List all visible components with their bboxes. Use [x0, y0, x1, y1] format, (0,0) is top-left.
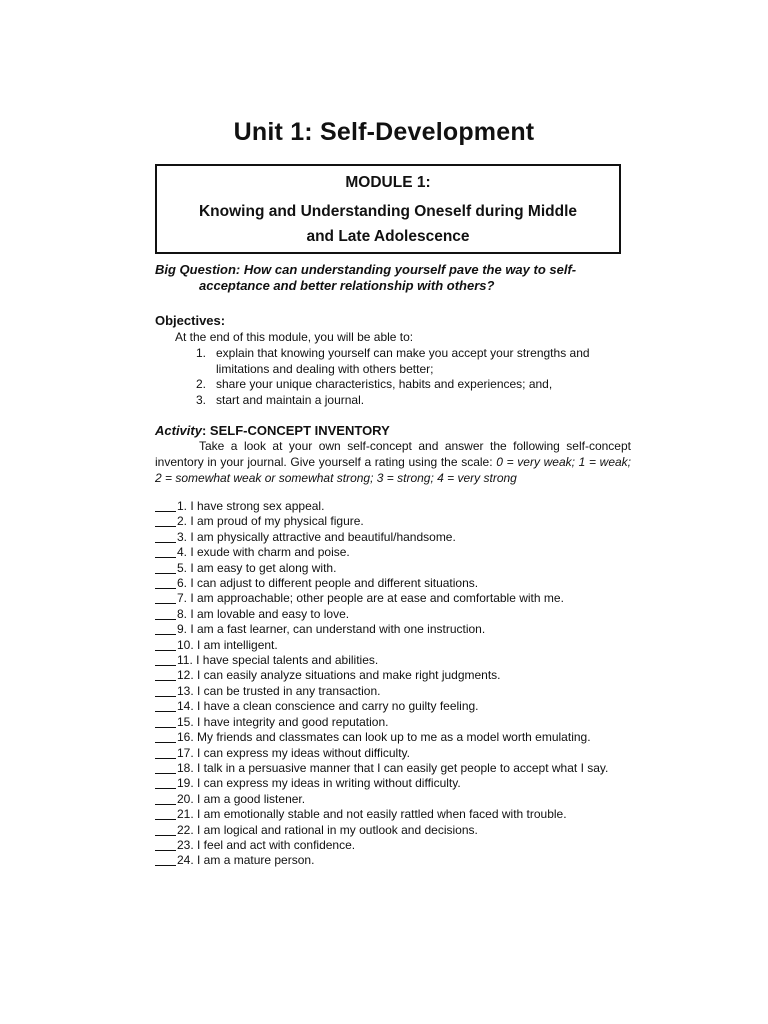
inventory-item	[155, 746, 625, 761]
inventory-statement: 14. I have a clean conscience and carry no guilty feeling.	[177, 699, 479, 714]
inventory-item	[155, 776, 625, 791]
inventory-item	[155, 561, 625, 576]
rating-blank	[155, 838, 176, 851]
objective-item	[196, 377, 636, 393]
inventory-statement: 22. I am logical and rational in my outlook and decisions.	[177, 822, 478, 837]
inventory-list	[155, 499, 625, 869]
objective-text: start and maintain a journal.	[216, 392, 365, 407]
inventory-item	[155, 653, 625, 668]
inventory-item	[155, 514, 625, 529]
big-question-line2: acceptance and better relationship with others?	[199, 278, 495, 293]
inventory-item	[155, 853, 625, 868]
inventory-statement: 7. I am approachable; other people are at ease and comfortable with me.	[177, 591, 564, 606]
module-title: Knowing and Understanding Oneself during Middle and Late Adolescence	[198, 203, 578, 245]
inventory-statement: 5. I am easy to get along with.	[177, 560, 337, 575]
module-label: MODULE 1:	[345, 174, 431, 191]
rating-blank	[155, 622, 176, 635]
objective-text: explain that knowing yourself can make you accept your strengths and limitations and dealing with others better;	[216, 346, 590, 376]
inventory-statement: 23. I feel and act with confidence.	[177, 837, 356, 852]
rating-scale: 0 = very weak; 1 = weak; 2 = somewhat weak or somewhat strong; 3 = strong; 4 = very strong	[155, 455, 632, 485]
rating-blank	[155, 499, 176, 512]
inventory-item	[155, 823, 625, 838]
activity-body: Take a look at your own self-concept and answer the following self-concept inventory in your journal. Give yourself a rating using the scale:	[155, 439, 631, 469]
objective-text: share your unique characteristics, habits and experiences; and,	[216, 377, 553, 391]
rating-blank	[155, 653, 176, 666]
inventory-item	[155, 591, 625, 606]
rating-blank	[155, 561, 176, 574]
inventory-statement: 20. I am a good listener.	[177, 791, 306, 806]
rating-blank	[155, 591, 176, 604]
inventory-item	[155, 730, 625, 745]
rating-blank	[155, 807, 176, 820]
rating-blank	[155, 607, 176, 620]
objective-number: 2.	[196, 377, 207, 391]
rating-blank	[155, 530, 176, 543]
objective-item	[196, 346, 636, 377]
rating-blank	[155, 699, 176, 712]
big-question	[155, 262, 635, 294]
inventory-statement: 21. I am emotionally stable and not easily rattled when faced with trouble.	[177, 807, 567, 822]
inventory-statement: 17. I can express my ideas without difficulty.	[177, 745, 410, 760]
inventory-statement: 18. I talk in a persuasive manner that I can easily get people to accept what I say.	[177, 760, 609, 775]
activity-label: Activity	[155, 423, 202, 438]
inventory-statement: 13. I can be trusted in any transaction.	[177, 683, 381, 698]
rating-blank	[155, 792, 176, 805]
inventory-item	[155, 684, 625, 699]
rating-blank	[155, 638, 176, 651]
inventory-item	[155, 622, 625, 637]
inventory-statement: 3. I am physically attractive and beautiful/handsome.	[177, 529, 456, 544]
objective-number: 1.	[196, 346, 207, 360]
rating-blank	[155, 823, 176, 836]
rating-blank	[155, 668, 176, 681]
inventory-statement: 11. I have special talents and abilities.	[177, 653, 379, 668]
big-question-line1: Big Question: How can understanding yourself pave the way to self-	[155, 262, 577, 277]
inventory-statement: 12. I can easily analyze situations and make right judgments.	[177, 668, 501, 683]
inventory-item	[155, 807, 625, 822]
inventory-statement: 16. My friends and classmates can look up to me as a model worth emulating.	[177, 730, 591, 745]
inventory-item	[155, 668, 625, 683]
unit-title: Unit 1: Self-Development	[233, 118, 535, 146]
rating-blank	[155, 746, 176, 759]
inventory-item	[155, 761, 625, 776]
inventory-item	[155, 607, 625, 622]
rating-blank	[155, 761, 176, 774]
inventory-item	[155, 699, 625, 714]
objectives-heading: Objectives:	[155, 313, 226, 328]
inventory-statement: 2. I am proud of my physical figure.	[177, 514, 364, 529]
activity-heading	[155, 423, 390, 438]
inventory-statement: 15. I have integrity and good reputation.	[177, 714, 389, 729]
rating-blank	[155, 576, 176, 589]
rating-blank	[155, 545, 176, 558]
inventory-statement: 9. I am a fast learner, can understand with one instruction.	[177, 622, 486, 637]
rating-blank	[155, 776, 176, 789]
inventory-statement: 19. I can express my ideas in writing without difficulty.	[177, 776, 461, 791]
inventory-item	[155, 576, 625, 591]
inventory-statement: 6. I can adjust to different people and different situations.	[177, 576, 479, 591]
inventory-statement: 1. I have strong sex appeal.	[177, 499, 325, 513]
rating-blank	[155, 715, 176, 728]
inventory-item	[155, 792, 625, 807]
inventory-statement: 8. I am lovable and easy to love.	[177, 606, 350, 621]
objective-number: 3.	[196, 392, 207, 407]
inventory-statement: 24. I am a mature person.	[177, 853, 315, 868]
module-box	[155, 164, 621, 254]
objective-item	[196, 393, 636, 409]
rating-blank	[155, 730, 176, 743]
inventory-item	[155, 715, 625, 730]
inventory-item	[155, 638, 625, 653]
inventory-item	[155, 838, 625, 853]
rating-blank	[155, 514, 176, 527]
inventory-statement: 4. I exude with charm and poise.	[177, 545, 350, 560]
activity-title: : SELF-CONCEPT INVENTORY	[201, 423, 390, 438]
objectives-list	[196, 346, 636, 408]
rating-blank	[155, 853, 176, 866]
activity-instructions	[155, 438, 631, 486]
inventory-statement: 10. I am intelligent.	[177, 637, 278, 652]
inventory-item	[155, 545, 625, 560]
inventory-item	[155, 499, 625, 514]
objectives-intro: At the end of this module, you will be able to:	[175, 330, 414, 344]
rating-blank	[155, 684, 176, 697]
inventory-item	[155, 530, 625, 545]
